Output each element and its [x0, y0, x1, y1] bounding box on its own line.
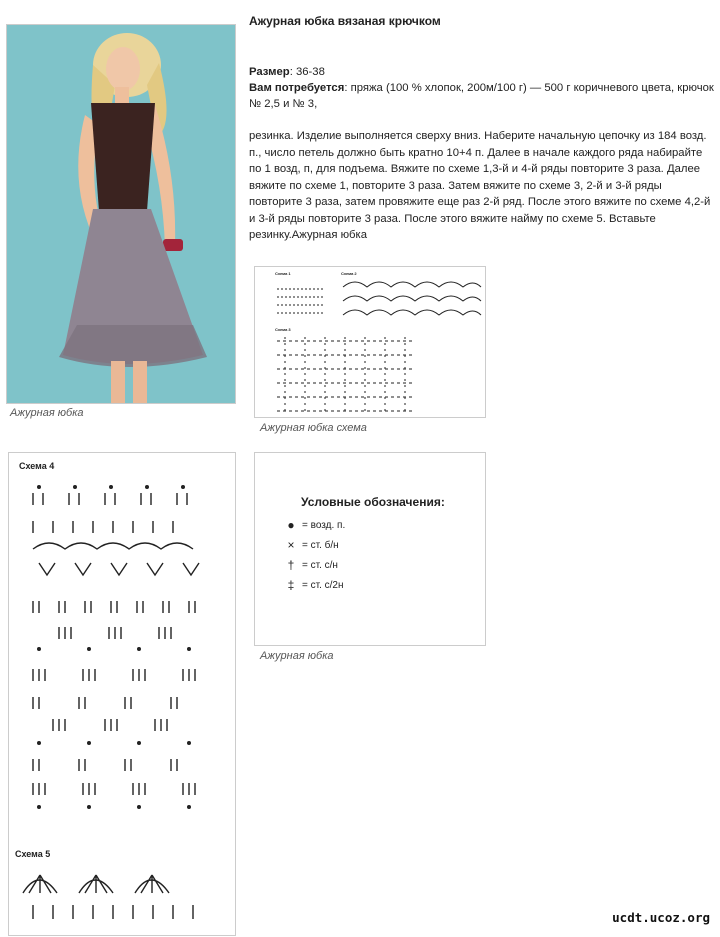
article-info [249, 64, 715, 112]
legend-panel [254, 452, 486, 646]
article-title: Ажурная юбка вязаная крючком [249, 14, 441, 28]
size-value: : 36-38 [289, 66, 325, 78]
scheme-1-3-chart [255, 267, 485, 417]
legend-item-label: = ст. с/2н [302, 579, 344, 591]
article-body: резинка. Изделие выполняется сверху вниз. Наберите начальную цепочку из 184 возд. п., число петель должно быть кратно 10+4 п. Далее в начале каждого ряда набирайте по 1 возд, п, для подъема. Вяжите по схеме 1,3-й и 4-й ряды повторите 3 раза. Далее вяжите по схеме 1, повторите 3 раза. Затем вяжите по схеме 3, 2-й и 3-й ряды повторите 3 раза, затем провяжите еще раз 2-й ряд. После этого вяжите по схеме 4,2-й и 3-й ряды повторите 3 раза. После этого вяжите найму по схеме 5. Вставьте резинку.Ажурная юбка [249, 130, 711, 241]
legend-item-label: = ст. б/н [302, 539, 339, 551]
scheme-4-5-chart [9, 453, 235, 935]
legend-item-label: = ст. с/н [302, 559, 338, 571]
treble-crochet-icon: ‡ [287, 578, 295, 592]
diagram-caption: Ажурная юбка схема [260, 422, 367, 434]
legend-list [285, 515, 345, 595]
size-label: Размер [249, 66, 290, 78]
scheme-3-label: Схема 3 [275, 327, 291, 332]
single-crochet-icon: × [287, 538, 295, 552]
legend-item-chain [285, 515, 345, 535]
scheme-diagram-4-5 [8, 452, 236, 936]
materials-value: : пряжа (100 % хлопок, 200м/100 г) — 500 г коричневого цвета, крючок № 2,5 и № 3, [249, 82, 714, 110]
scheme-2-label: Схема 2 [341, 271, 357, 276]
site-watermark: ucdt.ucoz.org [612, 910, 710, 925]
scheme-diagram-1-3 [254, 266, 486, 418]
photo-caption: Ажурная юбка [10, 407, 84, 419]
model-illustration [7, 25, 235, 403]
legend-item-single-crochet [285, 535, 345, 555]
legend-caption: Ажурная юбка [260, 650, 334, 662]
materials-label: Вам потребуется [249, 82, 345, 94]
chain-stitch-icon: ● [287, 518, 295, 532]
materials-line [249, 80, 715, 112]
scheme-1-label: Схема 1 [275, 271, 291, 276]
legend-title: Условные обозначения: [301, 495, 445, 509]
skirt-photo [6, 24, 236, 404]
scheme-4-label: Схема 4 [19, 461, 55, 471]
legend-item-label: = возд. п. [302, 519, 346, 531]
legend-item-double-crochet [285, 555, 345, 575]
legend-item-treble-crochet [285, 575, 345, 595]
double-crochet-icon: † [287, 558, 295, 572]
scheme-5-label: Схема 5 [15, 849, 51, 859]
size-line [249, 64, 715, 80]
